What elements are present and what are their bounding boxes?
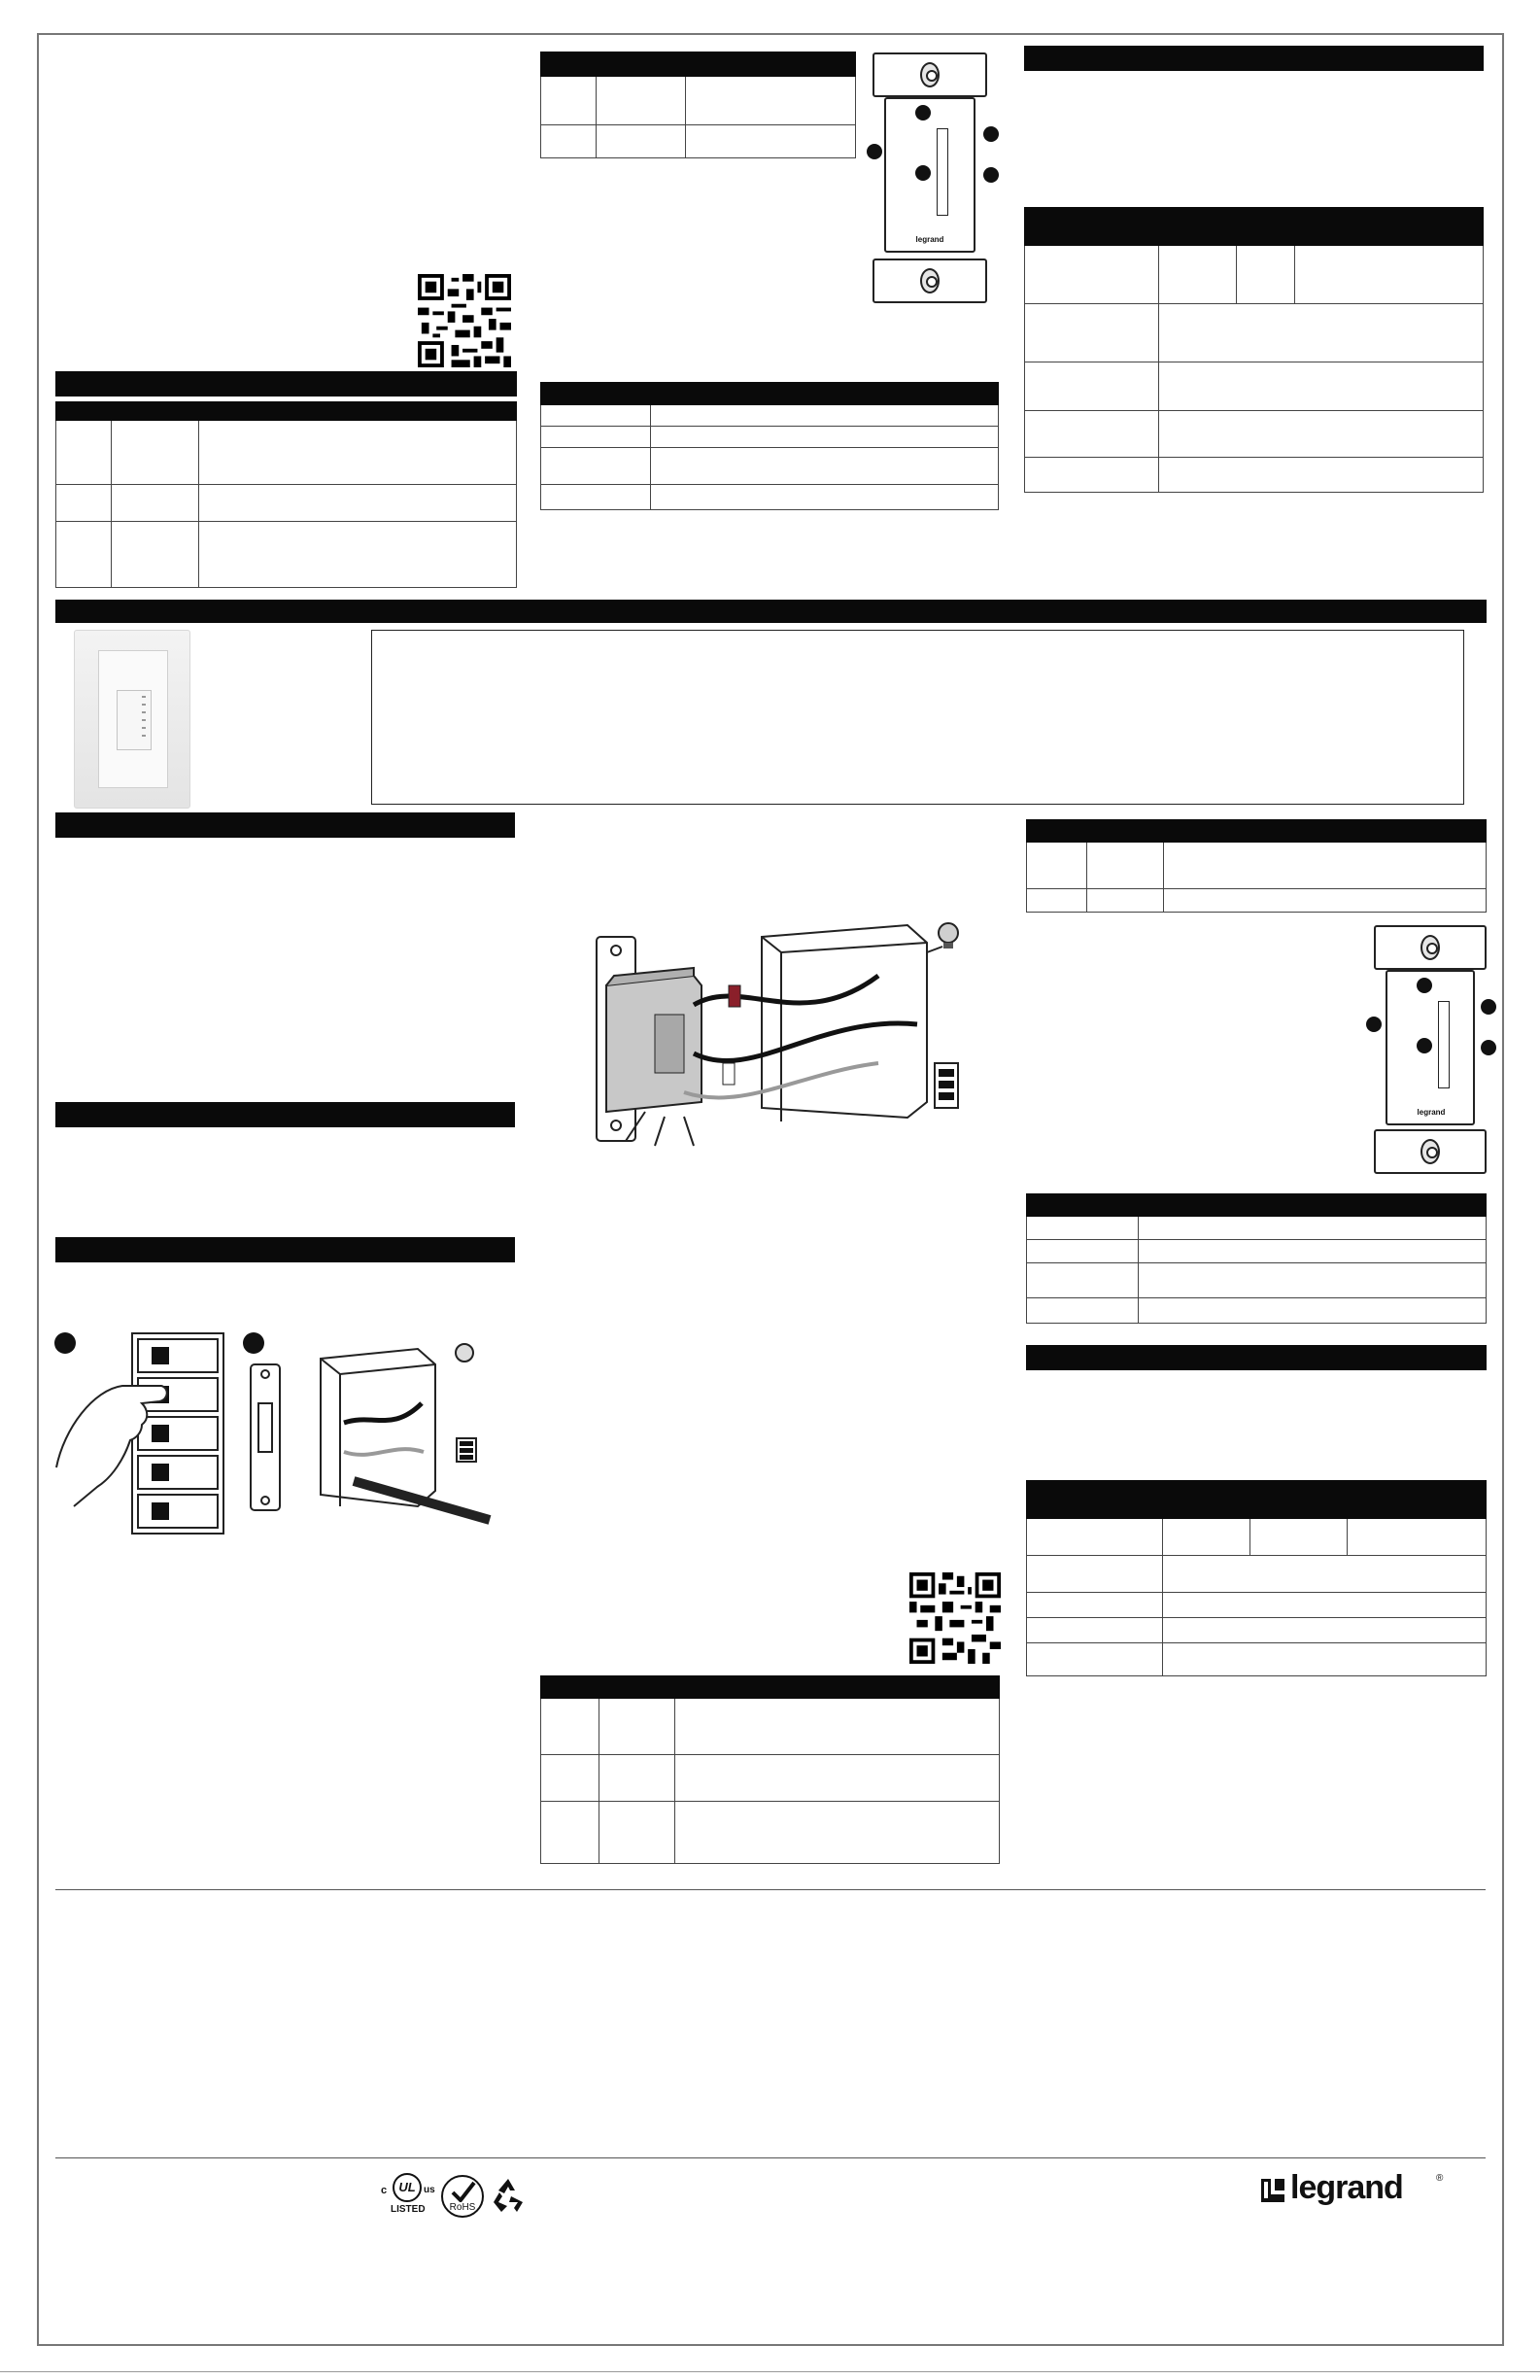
qr-code-bottom: [909, 1572, 1001, 1664]
table-right-1: [1024, 207, 1484, 493]
wall-box-switch-illustration: [247, 1335, 499, 1530]
table-row: [541, 1699, 1000, 1755]
callout-marker: [983, 167, 999, 183]
table-left-1: [55, 401, 517, 588]
screw-icon: [1420, 935, 1440, 960]
ul-us-label: us: [424, 2185, 435, 2195]
device-illustration-top: [873, 52, 987, 303]
table-row: [1027, 1240, 1487, 1263]
screw-icon: [920, 62, 940, 87]
table-row: [1027, 1298, 1487, 1324]
table-row: [541, 1802, 1000, 1864]
table-right-4: [1026, 1480, 1487, 1676]
callout-marker: [1481, 1040, 1496, 1055]
section-bar-right-1: [1024, 46, 1484, 71]
section-bar-right-2: [1026, 1345, 1487, 1370]
page-bottom-rule: [0, 2371, 1540, 2372]
device-brand-label: legrand: [915, 235, 944, 244]
table-row: [56, 522, 517, 588]
table-header-row: [1025, 208, 1484, 246]
screw-icon: [1420, 1139, 1440, 1164]
table-row: [1027, 1519, 1487, 1556]
recycle-icon: [490, 2177, 527, 2214]
table-row: [1025, 362, 1484, 411]
table-row: [1025, 246, 1484, 304]
table-mid-2: [540, 382, 999, 510]
table-header-row: [1027, 1194, 1487, 1217]
callout-marker: [915, 165, 931, 181]
table-row: [56, 421, 517, 485]
table-mid-3: [540, 1675, 1000, 1864]
table-row: [541, 405, 999, 427]
breaker-panel-illustration: [54, 1331, 229, 1535]
table-row: [541, 125, 856, 158]
product-photo: [74, 630, 190, 809]
device-top-tab: [873, 52, 987, 97]
table-header-row: [541, 1676, 1000, 1699]
footer-rule-top: [55, 1889, 1486, 1890]
table-right-2: [1026, 819, 1487, 913]
callout-marker: [1366, 1017, 1382, 1032]
callout-marker: [915, 105, 931, 121]
table-row: [541, 448, 999, 485]
table-header-row: [56, 402, 517, 421]
legrand-wordmark: legrand: [1290, 2169, 1403, 2206]
qr-code-top: [418, 274, 511, 367]
rohs-mark: [441, 2175, 484, 2218]
table-row: [541, 485, 999, 510]
ul-circle-icon: [393, 2173, 422, 2202]
table-row: [1025, 458, 1484, 493]
section-bar-left-3: [55, 1102, 515, 1127]
table-row: [1027, 1593, 1487, 1618]
table-header-row: [541, 383, 999, 405]
registered-mark: ®: [1436, 2173, 1444, 2184]
rohs-label: RoHS: [449, 2202, 476, 2213]
ul-listed-mark: [381, 2173, 439, 2220]
device-brand-label: legrand: [1417, 1108, 1446, 1117]
legrand-logo: [1259, 2169, 1454, 2214]
table-row: [1027, 1263, 1487, 1298]
checkmark-icon: [451, 2181, 476, 2202]
wiring-diagram-illustration: [587, 917, 974, 1151]
dimmer-slider: [937, 128, 948, 216]
table-row: [541, 1755, 1000, 1802]
table-mid-1: [540, 52, 856, 158]
callout-marker: [1481, 999, 1496, 1015]
table-header-row: [1027, 820, 1487, 843]
table-row: [1027, 1618, 1487, 1643]
device-bottom-tab: [873, 259, 987, 303]
section-bar-left-1: [55, 371, 517, 397]
device-illustration-bottom: [1374, 925, 1487, 1174]
dimmer-slider: [1438, 1001, 1450, 1088]
footer-rule-bottom: [55, 2157, 1486, 2158]
callout-marker: [867, 144, 882, 159]
table-row: [1025, 411, 1484, 458]
callout-marker: [983, 126, 999, 142]
section-bar-full: [55, 600, 1487, 623]
table-row: [1027, 1556, 1487, 1593]
callout-marker: [1417, 1038, 1432, 1053]
ul-c-label: c: [381, 2185, 388, 2196]
table-row: [56, 485, 517, 522]
device-bottom-tab: [1374, 1129, 1487, 1174]
table-header-row: [1027, 1481, 1487, 1519]
table-row: [1025, 304, 1484, 362]
ul-mark-text: UL: [398, 2180, 416, 2194]
table-row: [1027, 1643, 1487, 1676]
table-header-row: [541, 52, 856, 77]
ul-listed-label: LISTED: [391, 2204, 426, 2215]
callout-marker: [1417, 978, 1432, 993]
table-row: [541, 427, 999, 448]
table-row: [1027, 843, 1487, 889]
table-row: [1027, 1217, 1487, 1240]
info-box: [371, 630, 1464, 805]
section-bar-left-4: [55, 1237, 515, 1262]
screw-icon: [920, 268, 940, 293]
table-right-3: [1026, 1193, 1487, 1324]
table-row: [1027, 889, 1487, 913]
legrand-symbol-icon: [1259, 2177, 1286, 2204]
section-bar-left-2: [55, 812, 515, 838]
device-top-tab: [1374, 925, 1487, 970]
table-row: [541, 77, 856, 125]
